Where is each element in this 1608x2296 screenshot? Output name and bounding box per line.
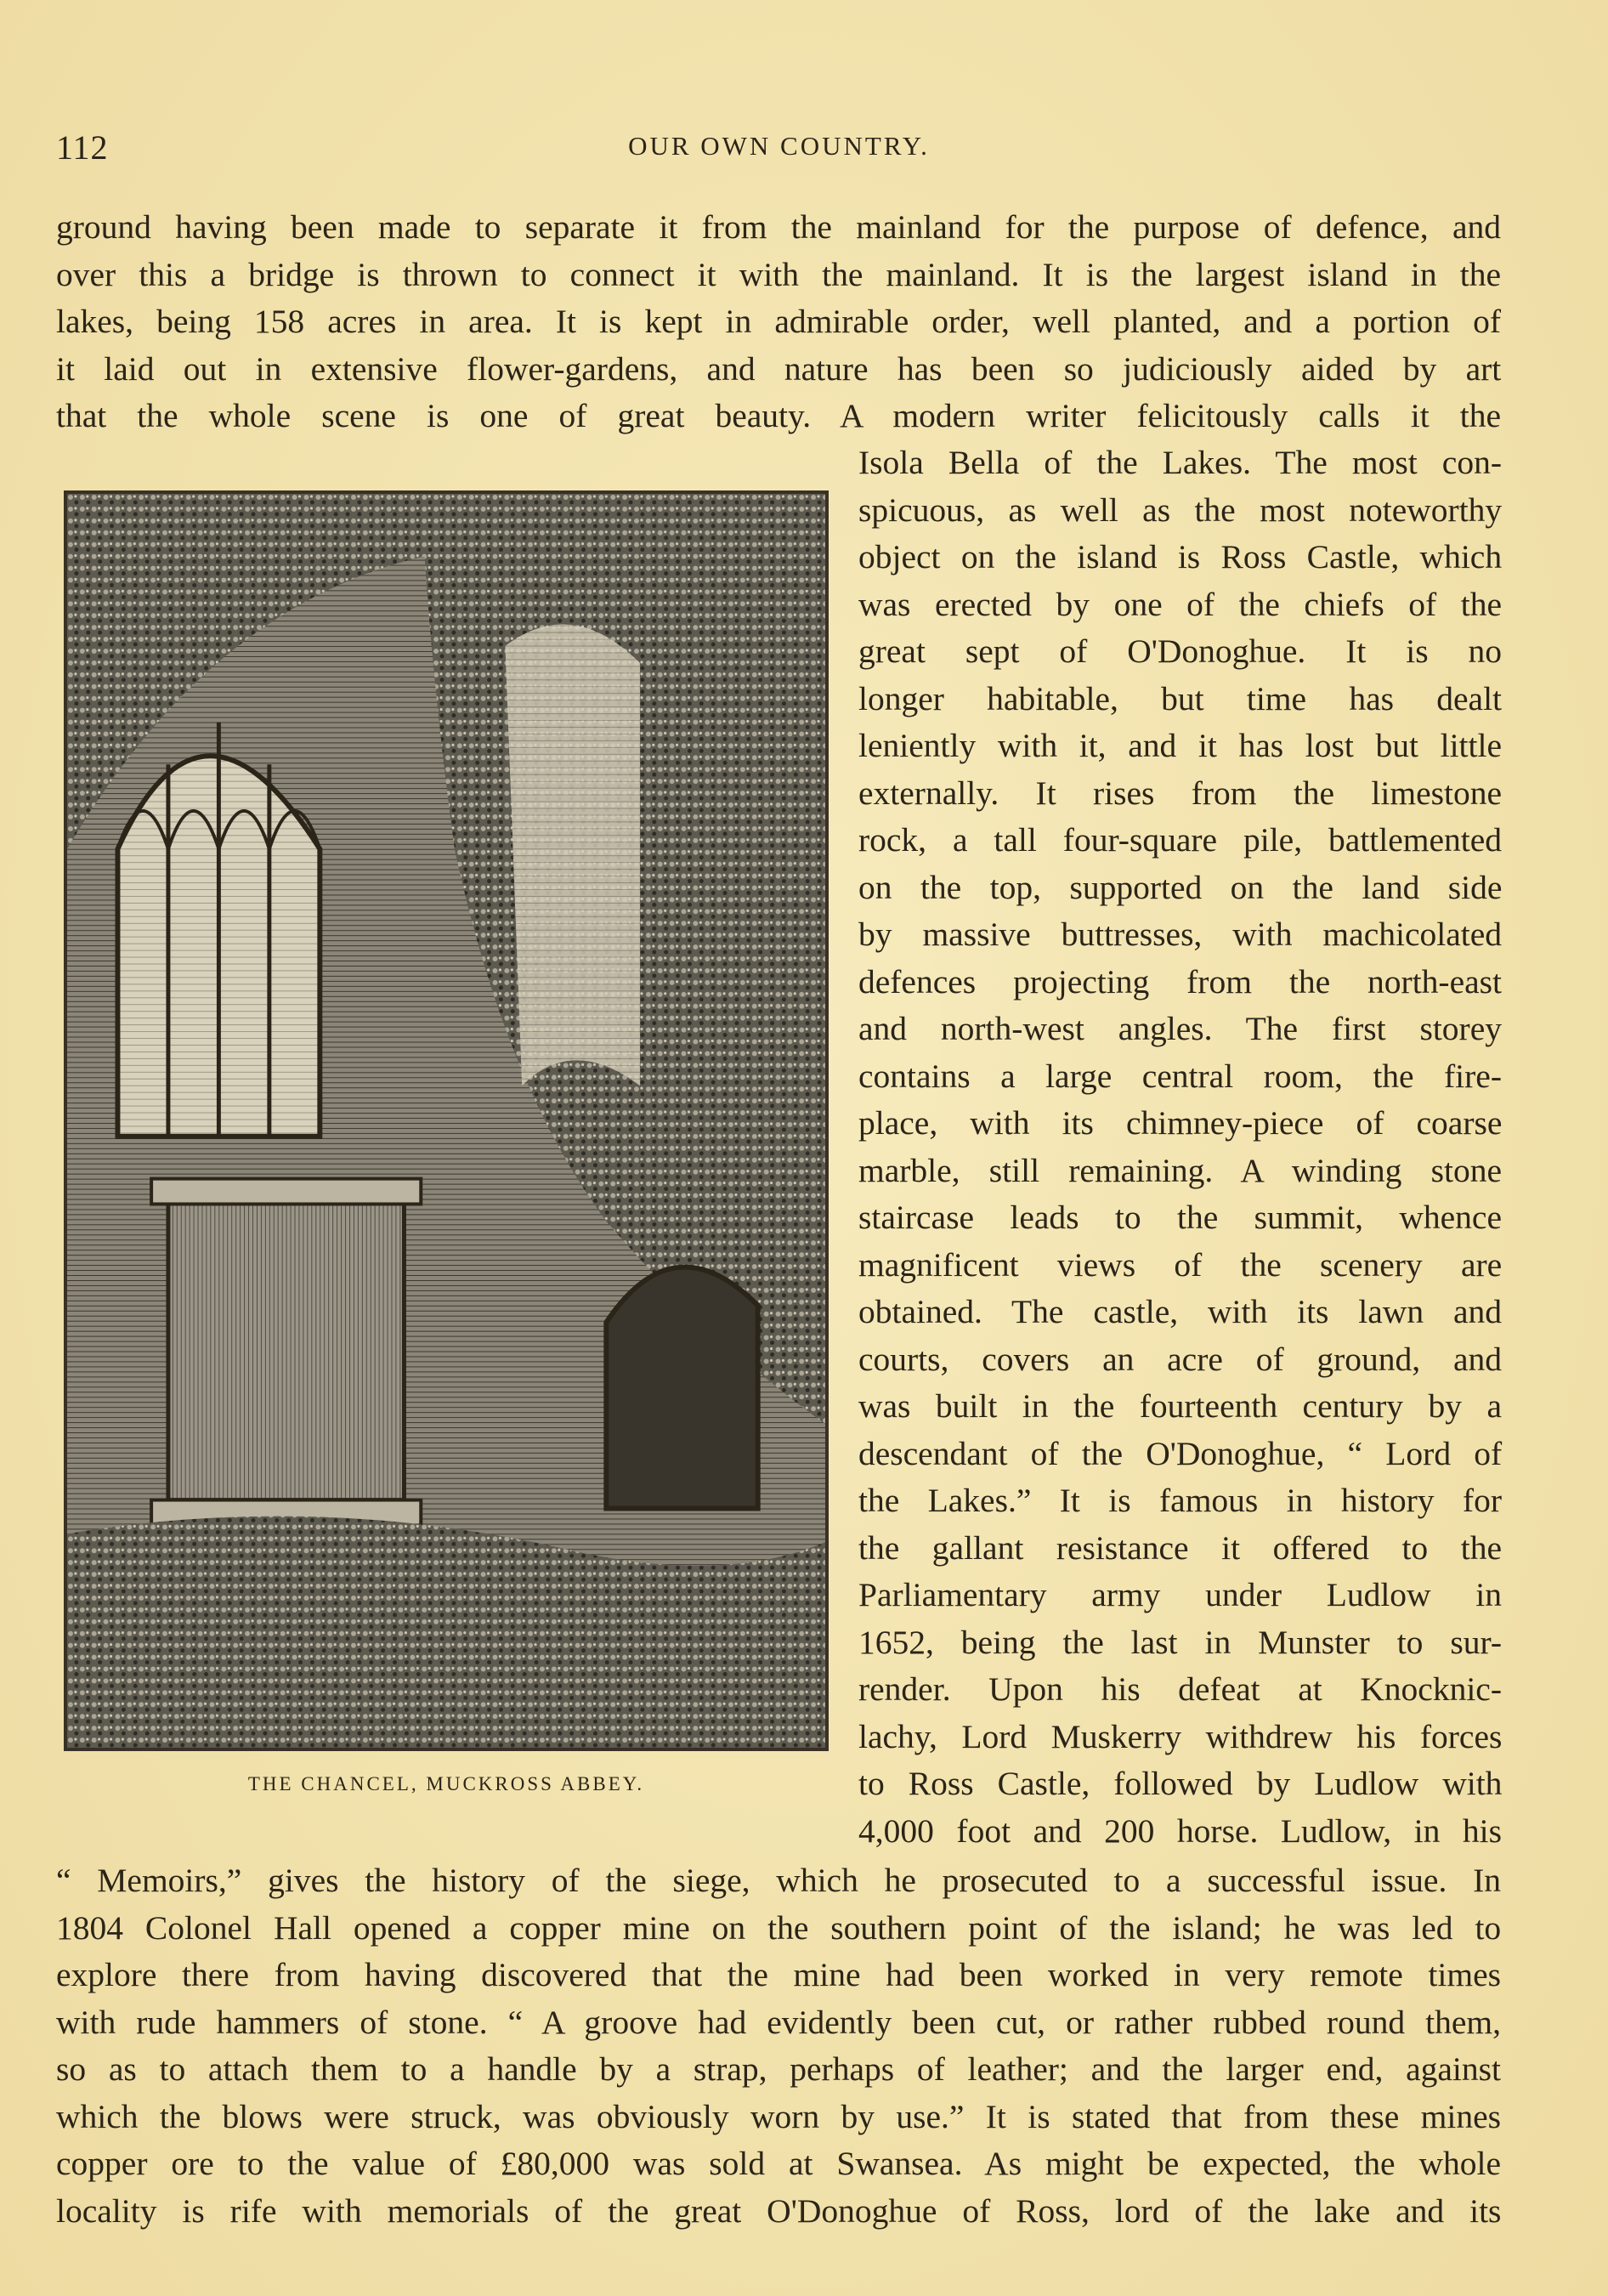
text-line: render. Upon his defeat at Knocknic-	[858, 1670, 1502, 1708]
text-line: the gallant resistance it offered to the	[858, 1528, 1502, 1567]
text-line: obtained. The castle, with its lawn and	[858, 1293, 1502, 1330]
text-line: that the whole scene is one of great beauty. A modern writer felicitously calls it the	[56, 397, 1501, 434]
abbey-engraving-image	[67, 494, 825, 1748]
body-text-side	[858, 439, 1502, 1855]
text-line: ground having been made to separate it from the mainland for the purpose of defence, and	[56, 208, 1501, 246]
text-line: spicuous, as well as the most noteworthy	[858, 490, 1503, 529]
text-line: copper ore to the value of £80,000 was sold at Swansea. As might be expected, the whole	[56, 2145, 1501, 2182]
text-line: great sept of O'Donoghue. It is no	[858, 632, 1502, 670]
text-line: lakes, being 158 acres in area. It is kept in admirable order, well planted, and a portion of	[56, 303, 1501, 340]
text-line: rock, a tall four-square pile, battlemented	[858, 821, 1502, 859]
text-line: object on the island is Ross Castle, which	[858, 538, 1503, 575]
text-line: by massive buttresses, with machicolated	[858, 916, 1502, 953]
text-line: courts, covers an acre of ground, and	[858, 1340, 1502, 1378]
text-line: descendant of the O'Donoghue, “ Lord of	[858, 1434, 1503, 1472]
page-number: 112	[56, 128, 109, 167]
figure-caption: THE CHANCEL, MUCKROSS ABBEY.	[247, 1773, 645, 1794]
text-line: staircase leads to the summit, whence	[858, 1199, 1502, 1236]
text-line: place, with its chimney-piece of coarse	[858, 1104, 1503, 1142]
text-line: on the top, supported on the land side	[858, 868, 1503, 906]
text-line: leniently with it, and it has lost but little	[858, 727, 1502, 764]
text-line: Parliamentary army under Ludlow in	[858, 1576, 1502, 1613]
text-line: magnificent views of the scenery are	[858, 1245, 1503, 1284]
text-line: it laid out in extensive flower-gardens, and nature has been so judiciously aided by art	[56, 349, 1502, 388]
text-line: to Ross Castle, followed by Ludlow with	[858, 1765, 1503, 1802]
text-line: lachy, Lord Muskerry withdrew his forces	[858, 1717, 1503, 1755]
text-line: 4,000 foot and 200 horse. Ludlow, in his	[858, 1811, 1502, 1850]
text-line: over this a bridge is thrown to connect it with the mainland. It is the largest island in the	[56, 255, 1501, 293]
text-line: marble, still remaining. A winding stone	[858, 1151, 1502, 1189]
text-line: “ Memoirs,” gives the history of the siege, which he prosecuted to a successful issue. In	[56, 1862, 1501, 1899]
text-line: 1804 Colonel Hall opened a copper mine on the southern point of the island; he was led to	[56, 1908, 1502, 1947]
text-line: so as to attach them to a handle by a strap, perhaps of leather; and the larger end, against	[56, 2050, 1501, 2088]
running-title: OUR OWN COUNTRY.	[628, 131, 930, 161]
text-line: contains a large central room, the fire-	[858, 1057, 1502, 1095]
text-line: Isola Bella of the Lakes. The most con-	[858, 444, 1502, 481]
text-line: which the blows were struck, was obviously worn by use.” It is stated that from these mines	[56, 2097, 1501, 2135]
text-line: and north-west angles. The first storey	[858, 1010, 1502, 1047]
body-text-bottom	[56, 1857, 1501, 2235]
body-text-top	[56, 204, 1501, 440]
text-line: was erected by one of the chiefs of the	[858, 585, 1502, 623]
text-line: with rude hammers of stone. “ A groove had evidently been cut, or rather rubbed round them,	[56, 2003, 1501, 2041]
text-line: longer habitable, but time has dealt	[858, 679, 1503, 717]
text-line: was built in the fourteenth century by a	[858, 1387, 1502, 1425]
text-line: defences projecting from the north-east	[858, 962, 1502, 1001]
text-line: locality is rife with memorials of the great O'Donoghue of Ross, lord of the lake and its	[56, 2191, 1502, 2230]
text-line: the Lakes.” It is famous in history for	[858, 1482, 1502, 1519]
text-line: explore there from having discovered that the mine had been worked in very remote times	[56, 1956, 1501, 1993]
engraving-illustration	[64, 490, 829, 1751]
page-header	[56, 128, 1502, 170]
text-line: externally. It rises from the limestone	[858, 774, 1502, 812]
text-line: 1652, being the last in Munster to sur-	[858, 1623, 1502, 1661]
